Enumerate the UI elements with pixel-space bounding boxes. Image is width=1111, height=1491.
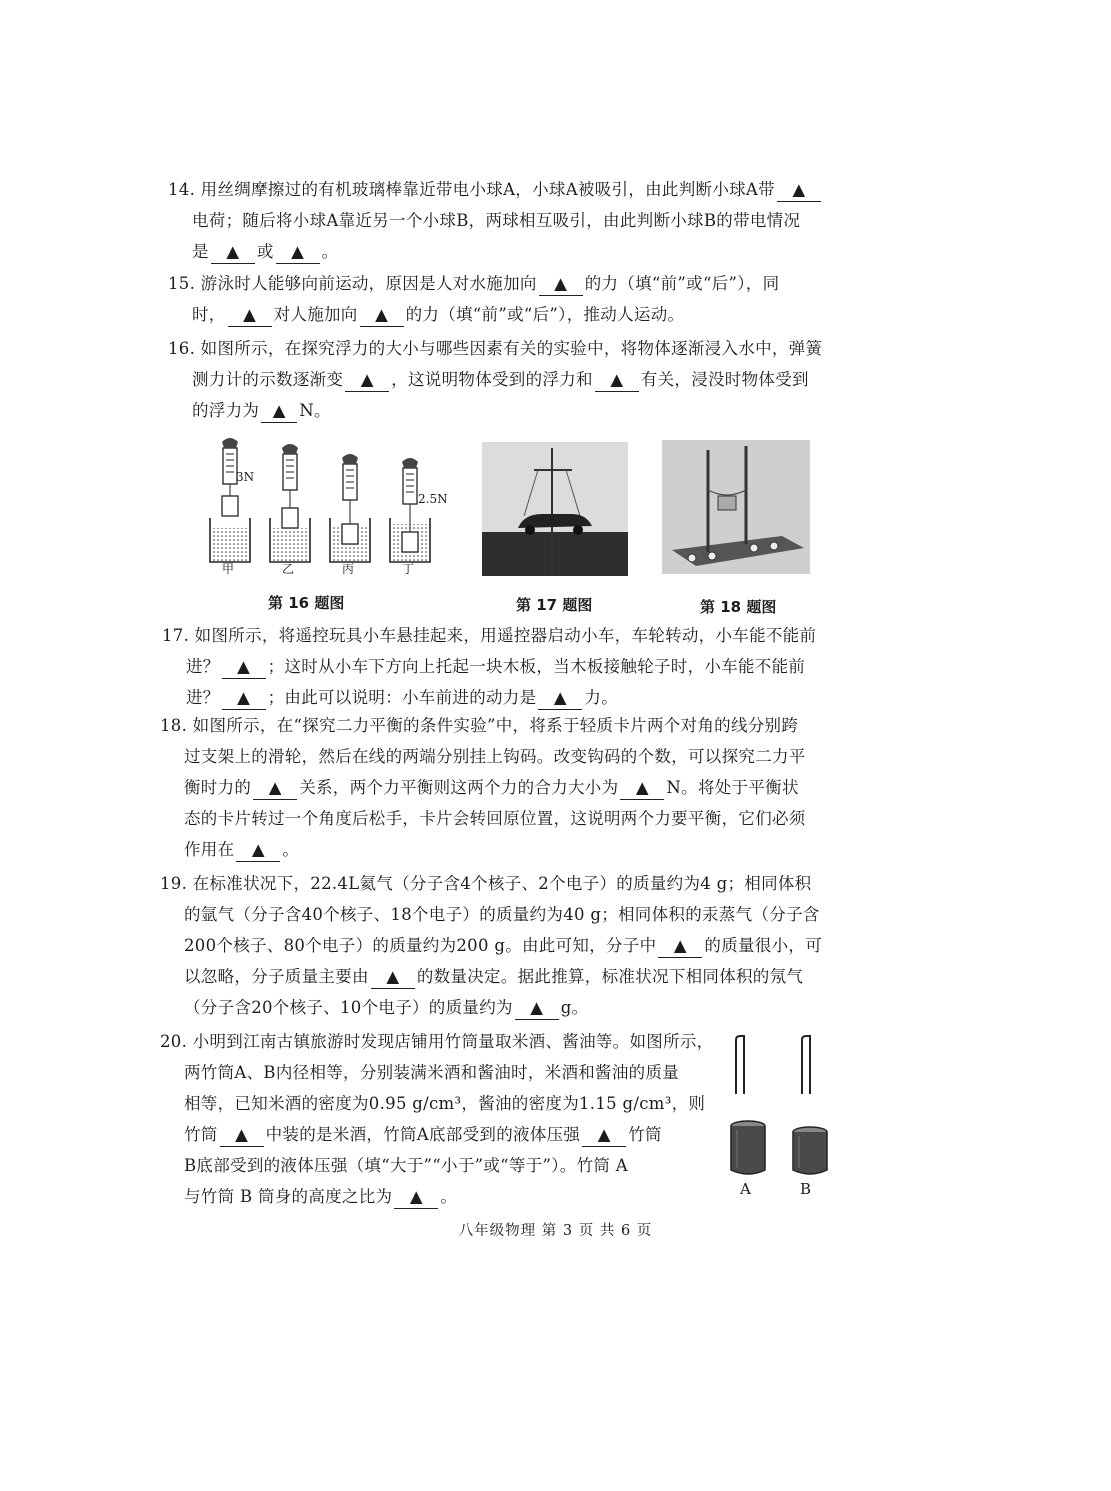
q17-text: ；这时从小车下方向上托起一块木板，当木板接触轮子时，小车能不能前	[267, 657, 806, 676]
figure-20-bamboo-cups	[722, 1034, 832, 1184]
answer-blank: ▲	[220, 1124, 264, 1147]
q16-text: 有关，浸没时物体受到	[640, 370, 809, 389]
beaker-label-jia: 甲	[222, 562, 235, 576]
answer-blank: ▲	[538, 687, 582, 710]
q20-text: 与竹筒 B 筒身的高度之比为	[184, 1187, 393, 1206]
answer-blank: ▲	[595, 369, 639, 392]
q18-text: 关系，两个力平衡则这两个力的合力大小为	[299, 778, 619, 797]
answer-blank: ▲	[228, 304, 272, 327]
q19-text: g。	[560, 998, 589, 1017]
q19-text: 19. 在标准状况下，22.4L氦气（分子含4个核子、2个电子）的质量约为4 g；相同体积	[160, 874, 812, 893]
question-14	[168, 174, 823, 267]
question-16	[168, 333, 822, 426]
question-15	[168, 268, 779, 330]
q17-text: ；由此可以说明：小车前进的动力是	[267, 688, 537, 707]
q18-text: 作用在	[184, 840, 235, 859]
question-20	[160, 1026, 714, 1212]
q16-text: 的浮力为	[192, 401, 260, 420]
q20-text: 中装的是米酒，竹筒A底部受到的液体压强	[265, 1125, 581, 1144]
answer-blank: ▲	[236, 839, 280, 862]
answer-blank: ▲	[394, 1186, 438, 1209]
q20-text: 竹筒	[184, 1125, 218, 1144]
q16-text: 16. 如图所示，在探究浮力的大小与哪些因素有关的实验中，将物体逐渐浸入水中，弹簧	[168, 339, 823, 358]
answer-blank: ▲	[276, 241, 320, 264]
beaker-yi	[270, 444, 310, 562]
q17-text: 17. 如图所示，将遥控玩具小车悬挂起来，用遥控器启动小车，车轮转动，小车能不能前	[162, 626, 817, 645]
q14-text: 或	[256, 242, 274, 261]
q19-text: 的质量很小，可	[704, 936, 822, 955]
q19-text: 的数量决定。据此推算，标准状况下相同体积的氖气	[416, 967, 804, 986]
beaker-label-ding: 丁	[402, 562, 415, 576]
q20-text: 相等，已知米酒的密度为0.95 g/cm³，酱油的密度为1.15 g/cm³，则	[184, 1094, 706, 1113]
beaker-label-yi: 乙	[282, 562, 295, 576]
figure-16-spring-scales	[200, 438, 460, 578]
q18-text: 衡时力的	[184, 778, 252, 797]
figure-17-photo	[482, 442, 628, 576]
q20-text: 。	[440, 1187, 458, 1206]
q19-text: （分子含20个核子、10个电子）的质量约为	[184, 998, 513, 1017]
answer-blank: ▲	[222, 687, 266, 710]
q17-text: 进？	[186, 688, 220, 707]
q19-text: 以忽略，分子质量主要由	[184, 967, 369, 986]
q18-text: 。	[282, 840, 300, 859]
scale-reading-last: 2.5N	[418, 492, 448, 506]
q16-text: 测力计的示数逐渐变	[192, 370, 344, 389]
q20-text: B底部受到的液体压强（填“大于”“小于”或“等于”）。竹筒 A	[184, 1156, 628, 1175]
answer-blank: ▲	[253, 777, 297, 800]
page-footer: 八年级物理 第 3 页 共 6 页	[458, 1223, 653, 1239]
answer-blank: ▲	[620, 777, 664, 800]
q18-text: 18. 如图所示，在“探究二力平衡的条件实验”中，将系于轻质卡片两个对角的线分别跨	[160, 716, 799, 735]
q19-text: 200个核子、80个电子）的质量约为200 g。由此可知，分子中	[184, 936, 657, 955]
beaker-jia	[210, 438, 250, 562]
q18-text: 过支架上的滑轮，然后在线的两端分别挂上钩码。改变钩码的个数，可以探究二力平	[184, 747, 806, 766]
q20-text: 20. 小明到江南古镇旅游时发现店铺用竹筒量取米酒、酱油等。如图所示，	[160, 1032, 714, 1051]
q14-text: 是	[192, 242, 209, 261]
question-18	[160, 710, 806, 865]
answer-blank: ▲	[658, 935, 702, 958]
question-17	[162, 620, 816, 713]
question-19	[160, 868, 822, 1023]
balance-apparatus-image	[662, 440, 810, 574]
answer-blank: ▲	[515, 997, 559, 1020]
q20-text: 竹筒	[628, 1125, 662, 1144]
figure-17-caption: 第 17 题图	[516, 596, 593, 614]
q17-text: 进？	[186, 657, 220, 676]
q15-text: 的力（填“前”或“后”），推动人运动。	[405, 305, 685, 324]
q15-text: 时，	[192, 305, 226, 324]
cup-label-a: A	[740, 1180, 751, 1198]
q17-text: 力。	[584, 688, 619, 707]
q14-line2: 电荷；随后将小球A靠近另一个小球B，两球相互吸引，由此判断小球B的带电情况	[192, 211, 801, 230]
q15-text: 的力（填“前”或“后”），同	[584, 274, 780, 293]
figure-16-caption: 第 16 题图	[268, 594, 345, 612]
answer-blank: ▲	[777, 179, 821, 202]
q14-line1: 14. 用丝绸摩擦过的有机玻璃棒靠近带电小球A，小球A被吸引，由此判断小球A带	[168, 180, 775, 199]
answer-blank: ▲	[261, 400, 297, 423]
beaker-bing	[330, 454, 370, 562]
q15-text: 对人施加向	[273, 305, 358, 324]
cup-label-b: B	[800, 1180, 812, 1198]
q16-text: N。	[299, 401, 331, 420]
q19-text: 的氩气（分子含40个核子、18个电子）的质量约为40 g；相同体积的汞蒸气（分子含	[184, 905, 820, 924]
answer-blank: ▲	[345, 369, 389, 392]
answer-blank: ▲	[211, 241, 255, 264]
figure-18-caption: 第 18 题图	[700, 598, 777, 616]
q18-text: 态的卡片转过一个角度后松手，卡片会转回原位置，这说明两个力要平衡，它们必须	[184, 809, 806, 828]
beaker-label-bing: 丙	[342, 562, 355, 576]
answer-blank: ▲	[539, 273, 583, 296]
q20-text: 两竹筒A、B内径相等，分别装满米酒和酱油时，米酒和酱油的质量	[184, 1063, 680, 1082]
answer-blank: ▲	[371, 966, 415, 989]
answer-blank: ▲	[222, 656, 266, 679]
q15-text: 15. 游泳时人能够向前运动，原因是人对水施加向	[168, 274, 537, 293]
toy-car-image	[482, 442, 628, 576]
scale-reading-first: 3N	[236, 470, 255, 484]
figure-18-photo	[662, 440, 810, 574]
q16-text: ，这说明物体受到的浮力和	[391, 370, 593, 389]
answer-blank: ▲	[360, 304, 404, 327]
answer-blank: ▲	[582, 1124, 626, 1147]
q18-text: N。将处于平衡状	[666, 778, 799, 797]
q14-text: 。	[321, 242, 339, 261]
beaker-ding	[390, 458, 430, 562]
